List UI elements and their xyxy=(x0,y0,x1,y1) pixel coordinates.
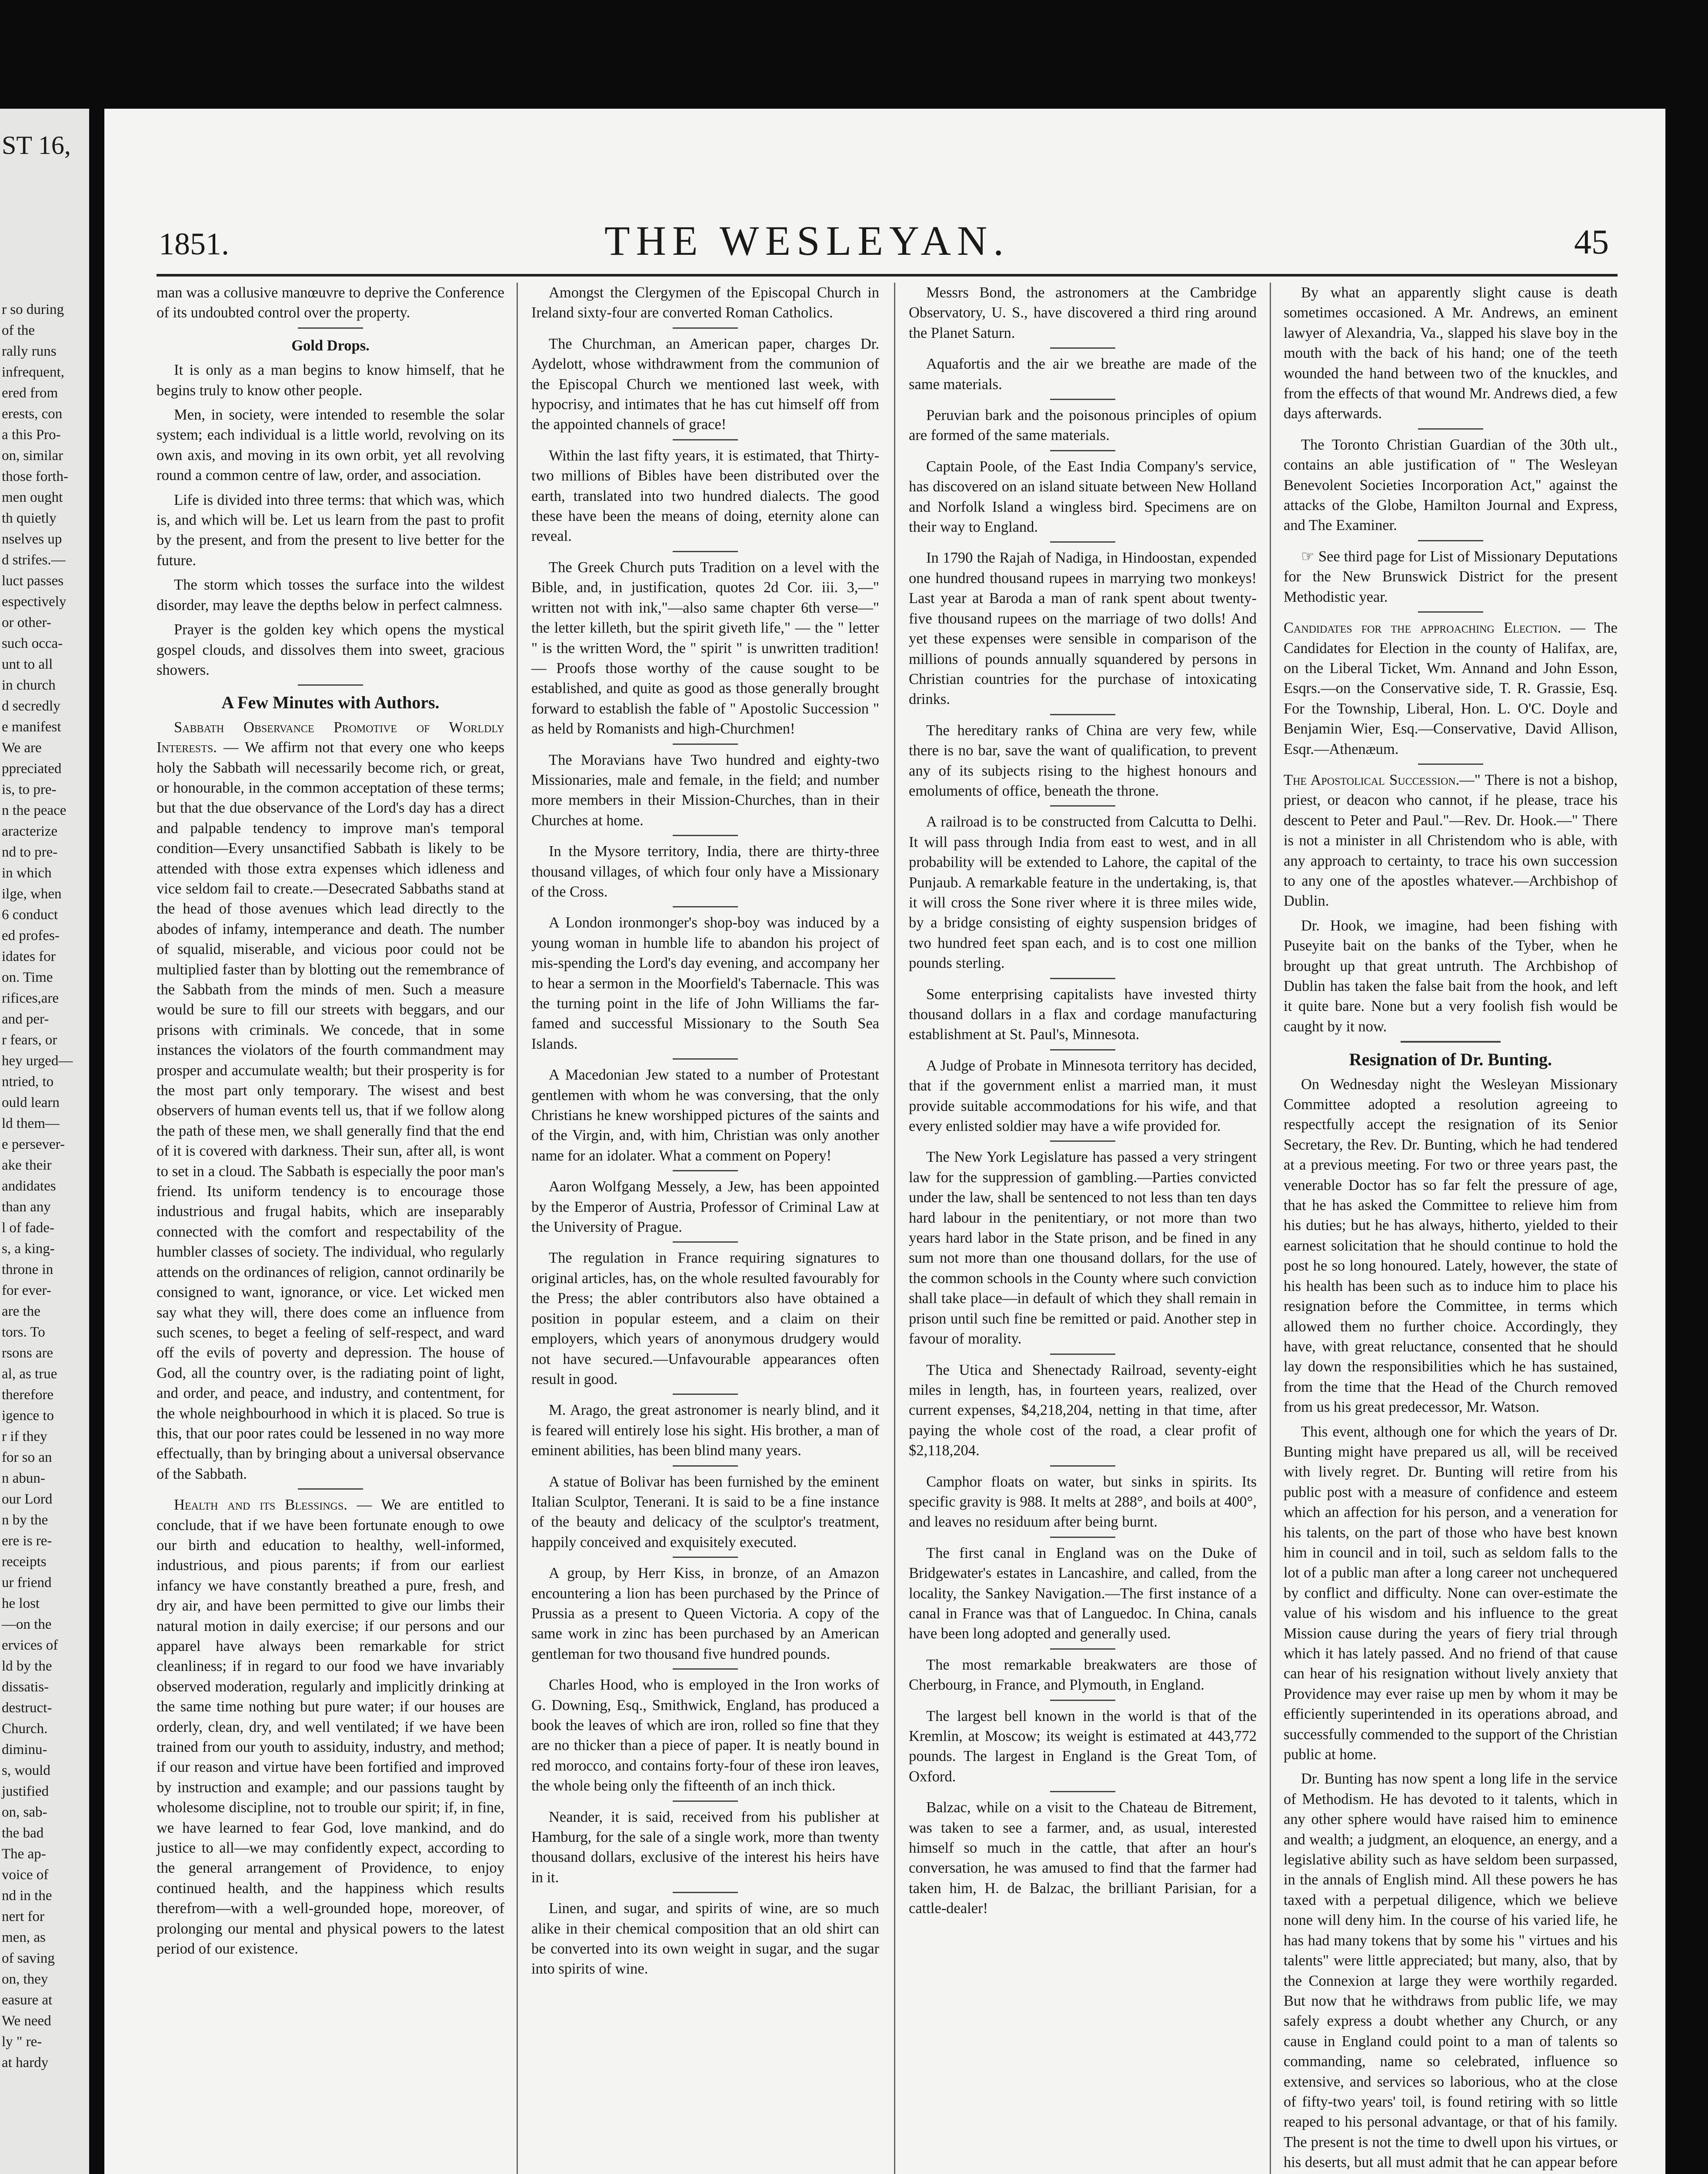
article-paragraph: A statue of Bolivar has been furnished by the eminent Italian Sculptor, Tenerani. It is said to be a fine instance of the beauty and delicacy of the sculptor's treatment, happily conceived and exquisitely executed. xyxy=(531,1473,879,1550)
ornamental-rule xyxy=(1401,1041,1501,1043)
left-page-line: erests, con xyxy=(2,406,63,422)
paragraph-body: — The Candidates for Election in the county of Halifax, are, on the Liberal Ticket, Wm. Annand and John Esson, Esqrs.—on the Conservative side, T. R. Grassie, Esq. For the Township, Liberal, Hon. L. O'C. Doyle and Benjamin Wier, Esq.—Conservative, David Allison, Esqr.—Athenæum. xyxy=(1284,620,1618,757)
page-number: 45 xyxy=(1574,223,1609,261)
item-separator xyxy=(1418,611,1483,613)
left-page-line: on. Time xyxy=(2,970,53,985)
left-page-line: such occa- xyxy=(2,636,63,651)
paragraph-body: —" There is not a bishop, priest, or deacon who cannot, if he please, trace his descent to Peter and Paul."—Rev. Dr. Hook.—" There is not a minister in all Christendom who is able, with any approach to certainty, to trace his own succession to any one of the apostles whatever.—Archbishop of Dublin. xyxy=(1284,771,1618,910)
left-page-line: are the xyxy=(2,1304,40,1319)
left-page-line: those forth- xyxy=(2,469,69,484)
left-page-line: for so an xyxy=(2,1450,52,1465)
article-paragraph xyxy=(1284,618,1618,759)
article-paragraph: A Judge of Probate in Minnesota territory has decided, that if the government enlist a married man, it must provide suitable accommodations for his wife, and that every enlisted soldier may have a wife provided for. xyxy=(909,1057,1257,1135)
paragraph-lead: The Apostolical Succession. xyxy=(1284,771,1460,788)
article-paragraph: ☞ See third page for List of Missionary Deputations for the New Brunswick District for the present Methodistic year. xyxy=(1284,548,1618,605)
column-1 xyxy=(157,283,504,1964)
left-page-line: in which xyxy=(2,865,52,881)
left-page-line: in church xyxy=(2,677,56,693)
item-separator xyxy=(673,1892,738,1893)
item-separator xyxy=(673,1241,738,1243)
item-separator xyxy=(673,1058,738,1060)
left-page-line: ered from xyxy=(2,385,58,401)
left-page-line: espectively xyxy=(2,594,67,610)
left-page-line: ld by the xyxy=(2,1658,52,1674)
article-paragraph: The Utica and Shenectady Railroad, seventy-eight miles in length, has, in fourteen years, realized, over current expenses, $4,218,204, netting in that time, after paying the whole cost of the road, a clear profit of $2,118,204. xyxy=(909,1361,1257,1459)
left-page-line: 6 conduct xyxy=(2,907,58,923)
article-paragraph: The most remarkable breakwaters are those of Cherbourg, in France, and Plymouth, in England. xyxy=(909,1656,1257,1694)
item-separator xyxy=(1418,764,1483,765)
article-paragraph: The hereditary ranks of China are very few, while there is no bar, save the want of qualification, to prevent any of its subjects rising to the highest honours and emoluments of office, beneath the throne. xyxy=(909,722,1257,799)
left-page-line: rsons are xyxy=(2,1345,53,1361)
item-separator xyxy=(1418,540,1483,541)
article-paragraph: Aaron Wolfgang Messely, a Jew, has been appointed by the Emperor of Austria, Professor of Criminal Law at the University of Prague. xyxy=(531,1178,879,1236)
item-separator xyxy=(673,1557,738,1558)
left-page-line: ly " re- xyxy=(2,2034,42,2050)
left-page-line: th quietly xyxy=(2,510,57,526)
left-page-line: nselves up xyxy=(2,531,62,547)
article-paragraph xyxy=(157,1495,504,1959)
article-paragraph: The first canal in England was on the Duke of Bridgewater's estates in Lancashire, and called, from the locality, the Sankey Navigation.—The first instance of a canal in France was that of Languedoc. In China, canals have been long adopted and generally used. xyxy=(909,1544,1257,1642)
paragraph-body: — We affirm not that every one who keeps holy the Sabbath will necessarily become rich, or great, or honourable, in the common acceptation of these terms; but that the due observance of the Lord's day has a direct and palpable tendency to improve man's temporal condition—Every unsanctified Sabbath is likely to be attended with those extra expenses which idleness and vice seldom fail to create.—Desecrated Sabbaths stand at the head of those avenues which lead directly to the abodes of infamy, intemperance and death. The number of squalid, miserable, and vicious poor could not be multiplied faster than by blotting out the remembrance of the Sabbath from the minds of men. Such a measure would be sure to fill our streets with beggars, and our prisons with criminals. We concede, that in some instances the violators of the fourth commandment may prosper and accumulate wealth; but their prosperity is for the most part only temporary. The wisest and best observers of human events tell us, that if we follow along the path of these men, we shall generally find that the end of it is covered with darkness. Their sun, after all, is wont to set in a cloud. The Sabbath is especially the poor man's friend. Its uniform tendency is to encourage those industrious and frugal habits, which are inseparably connected with the comfort and respectability of the humbler classes of society. The individual, who regularly attends on the ordinances of religion, cannot ordinarily be consigned to want, ignorance, or vice. Let wicked men say what they will, there does come an influence from such scenes, to beget a feeling of self-respect, and ward off the evils of poverty and depression. The house of God, all the country over, is the radiating point of light, and order, and peace, and industry, and contentment, for the whole neighbourhood in which it is placed. So true is this, that our poor rates could be lessened in no way more effectually, than by bringing about a universal observance of the Sabbath. xyxy=(157,739,504,1482)
left-page-line: ntried, to xyxy=(2,1074,54,1090)
article-paragraph: Captain Poole, of the East India Company's service, has discovered on an island situate between New Holland and Norfolk Island a wingless bird. Specimens are on their way to England. xyxy=(909,458,1257,536)
left-page-line: throne in xyxy=(2,1262,53,1277)
article-paragraph: Camphor floats on water, but sinks in spirits. Its specific gravity is 988. It melts at 288°, and boils at 400°, and leaves no residuum after being burnt. xyxy=(909,1473,1257,1530)
article-paragraph: M. Arago, the great astronomer is nearly blind, and it is feared will entirely lose his sight. His brother, a man of eminent abilities, has been blind many years. xyxy=(531,1402,879,1459)
item-separator xyxy=(1050,347,1115,349)
left-page-line: e manifest xyxy=(2,719,61,735)
article-paragraph: Balzac, while on a visit to the Chateau de Bitrement, was taken to see a farmer, and, as usual, interested himself so much in the cattle, that after an hour's conversation, he was amused to find that the farmer had taken him, H. de Balzac, the brilliant Parisian, for a cattle-dealer! xyxy=(909,1799,1257,1917)
left-page-line: We are xyxy=(2,740,42,756)
left-page-line: on, they xyxy=(2,1971,48,1987)
left-page-line: easure at xyxy=(2,1992,53,2008)
article-paragraph: A group, by Herr Kiss, in bronze, of an Amazon encountering a lion has been purchased by the Prince of Prussia as a present to Queen Victoria. A copy of the same work in zinc has been purchased by an American gentleman for two thousand five hundred pounds. xyxy=(531,1565,879,1662)
item-separator xyxy=(673,906,738,907)
left-page-line: rally runs xyxy=(2,343,57,359)
left-page-line: n the peace xyxy=(2,803,67,818)
left-page-line: at hardy xyxy=(2,2055,49,2071)
column-3 xyxy=(909,283,1257,1923)
column-divider xyxy=(1270,283,1271,2174)
item-separator xyxy=(1050,1648,1115,1650)
item-separator xyxy=(673,744,738,745)
item-separator xyxy=(1050,1465,1115,1467)
article-paragraph: man was a collusive manœuvre to deprive the Conference of its undoubted control over the property. xyxy=(157,284,504,321)
paragraph-lead: Candidates for the approaching Election. xyxy=(1284,620,1561,637)
left-page-line: diminu- xyxy=(2,1742,47,1757)
item-separator xyxy=(298,1488,363,1490)
item-separator xyxy=(1050,450,1115,451)
article-paragraph: Men, in society, were intended to resemble the solar system; each individual is a little world, revolving on its own axis, and moving in its own orbit, yet all revolving round a common centre of law, order, and association. xyxy=(157,407,504,484)
left-page-line: ed profes- xyxy=(2,928,60,944)
article-paragraph: Some enterprising capitalists have invested thirty thousand dollars in a flax and cordage manufacturing establishment at St. Paul's, Minnesota. xyxy=(909,986,1257,1043)
left-page-line: igence to xyxy=(2,1408,54,1424)
left-page-line: he lost xyxy=(2,1596,40,1611)
article-paragraph: In 1790 the Rajah of Nadiga, in Hindoostan, expended one hundred thousand rupees in marrying two monkeys! Last year at Baroda a man of rank spent about twenty-five thousand rupees on the marriage of two dolls! And yet these expenses were sensible in comparison of the millions of pounds annually squandered by persons in Christian countries for the purchase of intoxicating drinks. xyxy=(909,550,1257,708)
article-paragraph: On Wednesday night the Wesleyan Missionary Committee adopted a resolution agreeing to respectfully accept the resignation of its Senior Secretary, the Rev. Dr. Bunting, which he had tendered at a previous meeting. For two or three years past, the venerable Doctor has so far felt the pressure of age, that he has asked the Committee to relieve him from his duties; but he has always, hitherto, yielded to their earnest solicitation that he should continue to hold the post he so long honoured. Lately, however, the state of his health has been such as to induce him to place his resignation before the Committee, in terms which allowed them no further choice. Accordingly, they have, with great reluctance, consented that he should lay down the responsibilities which he has sustained, from the time that the Head of the Church removed from us his great predecessor, Mr. Watson. xyxy=(1284,1076,1618,1416)
left-page-line: luct passes xyxy=(2,573,64,589)
left-page-line: tors. To xyxy=(2,1324,45,1340)
article-paragraph: The Toronto Christian Guardian of the 30th ult., contains an able justification of " The Wesleyan Benevolent Societies Incorporation Act," against the attacks of the Globe, Hamilton Journal and Express, and The Examiner. xyxy=(1284,436,1618,534)
left-page-line: s, a king- xyxy=(2,1241,55,1257)
paragraph-lead: Health and its Blessings. xyxy=(174,1497,347,1514)
article-paragraph: Aquafortis and the air we breathe are made of the same materials. xyxy=(909,356,1257,393)
article-paragraph: Neander, it is said, received from his publisher at Hamburg, for the sale of a single work, more than twenty thousand dollars, exclusive of the interest his heirs have in it. xyxy=(531,1808,879,1886)
item-separator xyxy=(298,684,363,686)
left-page-line: of the xyxy=(2,323,35,338)
left-page-line: The ap- xyxy=(2,1846,46,1862)
left-page-line: n by the xyxy=(2,1512,48,1528)
left-page-line: voice of xyxy=(2,1867,49,1883)
item-separator xyxy=(1050,1049,1115,1050)
article-paragraph: Dr. Hook, we imagine, had been fishing with Puseyite bait on the banks of the Tyber, when he brought up that great untruth. The Archbishop of Dublin has taken the false bait from the hook, and left it quite bare. None but a very foolish fish would be caught by it now. xyxy=(1284,917,1618,1035)
article-paragraph: Dr. Bunting has now spent a long life in the service of Methodism. He has devoted to it talents, which in any other sphere would have raised him to eminence and wealth; a judgment, an eloquence, an energy, and a legislative ability such as have seldom been surpassed, in the annals of English mind. All these powers he has taxed with a perpetual diligence, which we believe none will deny him. In the course of his varied life, he has had many tokens that by some his " virtues and his talents" were little appreciated; but many, also, that by the Connexion at large they were worthily regarded. But now that he withdraws from public life, we may safely express a doubt whether any Church, or any cause in England could point to a man of talents so commanding, name so celebrated, influence so extensive, and services so laborious, who at the close of fifty-two years' toil, is found retiring with so little reaped to his personal advantage, or that of his family. The present is not the time to dwell upon his virtues, or his deserts, but all must admit that he can appear before xyxy=(1284,1771,1618,2171)
article-paragraph: By what an apparently slight cause is death sometimes occasioned. A Mr. Andrews, an eminent lawyer of Alexandria, Va., slapped his slave boy in the mouth with the back of his hand; one of the teeth wounded the hand between two of the knuckles, and from the effects of that wound Mr. Andrews died, a few days afterwards. xyxy=(1284,284,1618,422)
left-page-fragment xyxy=(0,109,89,2174)
left-page-line: ake their xyxy=(2,1157,52,1173)
left-page-line: ere is re- xyxy=(2,1533,52,1549)
item-separator xyxy=(673,1668,738,1670)
article-paragraph: Amongst the Clergymen of the Episcopal Church in Ireland sixty-four are converted Roman Catholics. xyxy=(531,284,879,321)
left-page-line: s, would xyxy=(2,1763,50,1778)
article-paragraph: Charles Hood, who is employed in the Iron works of G. Downing, Esq., Smithwick, England, has produced a book the leaves of which are iron, rolled so fine that they are no thicker than a piece of paper. It is neatly bound in red morocco, and contains forty-four of these iron leaves, the whole being only the fifteenth of an inch thick. xyxy=(531,1677,879,1794)
article-paragraph: In the Mysore territory, India, there are thirty-three thousand villages, of which four only have a Missionary of the Cross. xyxy=(531,843,879,900)
left-page-line: Church. xyxy=(2,1721,48,1737)
left-page-line: men, as xyxy=(2,1930,46,1945)
item-separator xyxy=(1050,714,1115,715)
item-separator xyxy=(673,439,738,440)
paragraph-body: — We are entitled to conclude, that if we have been fortunate enough to owe our birth and education to healthy, well-informed, industrious, and pious parents; if from our earliest infancy we have constantly breathed a pure, fresh, and dry air, and have been permitted to give our limbs their natural motion in daily exercise; if our persons and our apparel have always been remarkable for strict cleanliness; if in regard to our food we have invariably observed moderation, regularly and implicitly drinking at the same time nothing but pure water; if our houses are orderly, clean, dry, and well ventilated; if we have been trained from our youth to assiduity, industry, and method; if our reason and virtue have been fortified and improved by instruction and example; and our passions taught by wholesome discipline, not to trouble our spirit; if, in fine, we have learned to fear God, love mankind, and do justice to all—we may confidently expect, according to the general arrangement of Providence, to enjoy continued health, and the happiness which results therefrom—with a well-grounded hope, moreover, of prolonging our mental and physical powers to the latest period of our existence. xyxy=(157,1497,505,1957)
left-page-line: r so during xyxy=(2,302,64,317)
left-page-line: ur friend xyxy=(2,1575,52,1590)
article-paragraph: Linen, and sugar, and spirits of wine, are so much alike in their chemical composition that an old shirt can be converted into its own weight in sugar, and the sugar into spirits of wine. xyxy=(531,1900,879,1977)
left-page-header: ST 16, xyxy=(2,131,71,160)
article-paragraph: Within the last fifty years, it is estimated, that Thirty-two millions of Bibles have been distributed over the earth, translated into two hundred dialects. The good these have been the means of doing, eternity alone can reveal. xyxy=(531,447,879,545)
left-page-line: andidates xyxy=(2,1178,56,1194)
left-page-line: or other- xyxy=(2,615,51,630)
article-paragraph: A London ironmonger's shop-boy was induced by a young woman in humble life to abandon his project of mis-spending the Lord's day evening, and accompany her to hear a sermon in the Moorfield's Tabernacle. This was the turning point in the life of John Williams the far-famed and successful Missionary to the South Sea Islands. xyxy=(531,914,879,1052)
left-page-line: d strifes.— xyxy=(2,552,66,568)
left-page-line: is, to pre- xyxy=(2,782,57,797)
item-separator xyxy=(1050,1700,1115,1701)
article-paragraph: Messrs Bond, the astronomers at the Cambridge Observatory, U. S., have discovered a third ring around the Planet Saturn. xyxy=(909,284,1257,341)
left-page-line: n abun- xyxy=(2,1470,45,1486)
left-page-line: ould learn xyxy=(2,1095,60,1110)
column-2 xyxy=(531,283,879,1984)
left-page-line: l of fade- xyxy=(2,1220,54,1236)
item-separator xyxy=(1418,428,1483,430)
column-divider xyxy=(894,283,895,2174)
item-separator xyxy=(673,327,738,329)
left-page-line: r if they xyxy=(2,1429,47,1444)
column-divider xyxy=(517,283,518,2174)
section-heading: Resignation of Dr. Bunting. xyxy=(1349,1050,1552,1070)
left-page-line: men ought xyxy=(2,490,63,505)
column-4 xyxy=(1284,283,1618,2174)
left-page-line: ppreciated xyxy=(2,761,62,777)
left-page-line: infrequent, xyxy=(2,364,64,380)
left-page-line: aracterize xyxy=(2,824,58,839)
left-page-line: a this Pro- xyxy=(2,427,61,443)
article-paragraph xyxy=(157,717,504,1484)
item-separator xyxy=(673,835,738,836)
item-separator xyxy=(1050,805,1115,807)
left-page-line: e persever- xyxy=(2,1137,65,1152)
item-separator xyxy=(1050,1791,1115,1792)
item-separator xyxy=(298,327,363,329)
left-page-line: receipts xyxy=(2,1554,47,1570)
left-page-line: nd in the xyxy=(2,1888,52,1904)
item-separator xyxy=(673,1801,738,1802)
item-separator xyxy=(673,1170,738,1171)
article-paragraph: Peruvian bark and the poisonous principles of opium are formed of the same materials. xyxy=(909,407,1257,444)
article-paragraph: The Moravians have Two hundred and eighty-two Missionaries, male and female, in the field; and number more members in their Mission-Churches, than in their Churches at home. xyxy=(531,751,879,829)
left-page-line: idates for xyxy=(2,949,56,964)
article-paragraph: Prayer is the golden key which opens the mystical gospel clouds, and dissolves them into sweet, gracious showers. xyxy=(157,621,504,678)
left-page-line: and per- xyxy=(2,1011,49,1027)
article-paragraph: A Macedonian Jew stated to a number of Protestant gentlemen with whom he was conversing, that the only Christians he knew worshipped pictures of the saints and of the Virgin, and, with him, Christian was only another name for an idolater. What a comment on Popery! xyxy=(531,1067,879,1164)
article-paragraph: The Churchman, an American paper, charges Dr. Aydelott, whose withdrawment from the communion of the Episcopal Church we mentioned last week, with hypocrisy, and intimates that he has cut himself off from the appointed channels of grace! xyxy=(531,335,879,433)
left-page-line: d secredly xyxy=(2,698,60,714)
left-page-line: —on the xyxy=(2,1617,52,1632)
item-separator xyxy=(1050,1354,1115,1355)
article-paragraph: The storm which tosses the surface into the wildest disorder, may leave the depths below in perfect calmness. xyxy=(157,577,504,614)
article-paragraph: This event, although one for which the years of Dr. Bunting might have prepared us all, will be received with lively regret. Dr. Bunting will retire from his public post with a measure of confidence and esteem which an affection for his person, and a veneration for his talents, on the part of those who have best known him in council and in toil, such as seldom falls to the lot of a public man after a long career not unchequered by conflict and difficulty. None can over-estimate the value of his wisdom and his influence to the great Mission cause during the years of fiery trial through which it has lately passed. And no friend of that cause can hear of his resignation without lively anxiety that Providence may ever raise up men by whom it may be efficiently superintended in its operations abroad, and successfully commended to the support of the Christian public at home. xyxy=(1284,1423,1618,1763)
left-page-line: ilge, when xyxy=(2,886,62,902)
item-separator xyxy=(1050,399,1115,400)
left-page-line: hey urged— xyxy=(2,1053,73,1069)
article-paragraph: The regulation in France requiring signatures to original articles, has, on the whole resulted favourably for the Press; the abler contributors also have obtained a position in popular esteem, and a claim on their employers, which years of anonymous drudgery would not have secured.—Unfavourable appearances often result in good. xyxy=(531,1250,879,1387)
article-paragraph xyxy=(1284,770,1618,911)
left-page-line: destruct- xyxy=(2,1700,52,1716)
left-page-line: We need xyxy=(2,2013,51,2029)
left-page-line: nert for xyxy=(2,1909,45,1924)
left-page-line: ervices of xyxy=(2,1637,58,1653)
item-separator xyxy=(673,1394,738,1395)
left-page-line: on, sab- xyxy=(2,1804,47,1820)
left-page-line: on, similar xyxy=(2,448,63,463)
section-heading: A Few Minutes with Authors. xyxy=(221,693,440,713)
left-page-line: r fears, or xyxy=(2,1032,57,1048)
left-page-line: the bad xyxy=(2,1825,44,1841)
left-page-line: therefore xyxy=(2,1387,54,1403)
left-page-line: for ever- xyxy=(2,1283,51,1298)
left-page-line: al, as true xyxy=(2,1366,57,1382)
article-paragraph: The largest bell known in the world is that of the Kremlin, at Moscow; its weight is estimated at 443,772 pounds. The largest in England is the Great Tom, of Oxford. xyxy=(909,1707,1257,1785)
left-page-line: dissatis- xyxy=(2,1679,49,1695)
item-separator xyxy=(673,551,738,552)
masthead-title: THE WESLEYAN. xyxy=(604,217,1010,264)
item-separator xyxy=(1050,978,1115,979)
left-page-line: of saving xyxy=(2,1951,55,1966)
left-page-line: ld them— xyxy=(2,1116,60,1131)
item-separator xyxy=(1050,1140,1115,1142)
item-separator xyxy=(1050,1537,1115,1538)
header-date: 1851. xyxy=(159,227,229,261)
left-page-line: justified xyxy=(2,1784,49,1799)
item-separator xyxy=(1050,541,1115,543)
item-separator xyxy=(673,1465,738,1467)
section-heading: Gold Drops. xyxy=(291,337,370,354)
paragraph-lead: Sabbath Observance Promotive of Worldly Interests. xyxy=(157,719,504,756)
article-paragraph: It is only as a man begins to know himself, that he begins truly to know other people. xyxy=(157,362,504,399)
left-page-line: our Lord xyxy=(2,1491,53,1507)
newspaper-page xyxy=(104,109,1665,2174)
header-rule xyxy=(157,274,1618,277)
left-page-line: nd to pre- xyxy=(2,844,58,860)
article-paragraph: The Greek Church puts Tradition on a level with the Bible, and, in justification, quotes 2d Cor. iii. 3,—" written not with ink,"—also same chapter 6th verse—" the letter killeth, but the spirit giveth life," — the " letter " is the written Word, the " spirit " is unwritten tradition! — Proofs those worthy of the cause sought to be established, and quite as good as those generally brought forward to establish the fable of " Apostolic Succession " as held by Romanists and high-Churchmen! xyxy=(531,559,879,737)
article-paragraph: Life is divided into three terms: that which was, which is, and which will be. Let us learn from the past to profit by the present, and from the present to live better for the future. xyxy=(157,491,504,569)
left-page-line: unt to all xyxy=(2,657,53,672)
article-paragraph: A railroad is to be constructed from Calcutta to Delhi. It will pass through India from east to west, and in all probability will be extended to Lahore, the capital of the Punjaub. A remarkable feature in the undertaking, is, that it will cross the Sone river where it is three miles wide, by a bridge consisting of eighty suspension bridges of two hundred feet span each, and is to cost one million pounds sterling. xyxy=(909,814,1257,972)
left-page-line: than any xyxy=(2,1199,51,1215)
article-paragraph: The New York Legislature has passed a very stringent law for the suppression of gambling.—Parties convicted under the law, shall be sentenced to not less than ten days hard labour in the penitentiary, or not more than two years hard labor in the State prison, and be fined in any sum not more than one thousand dollars, for the use of the common schools in the County where such conviction shall take place—in default of which they shall remain in prison until such fine be remitted or paid. Another step in favour of morality. xyxy=(909,1149,1257,1347)
left-page-line: rifices,are xyxy=(2,990,59,1006)
